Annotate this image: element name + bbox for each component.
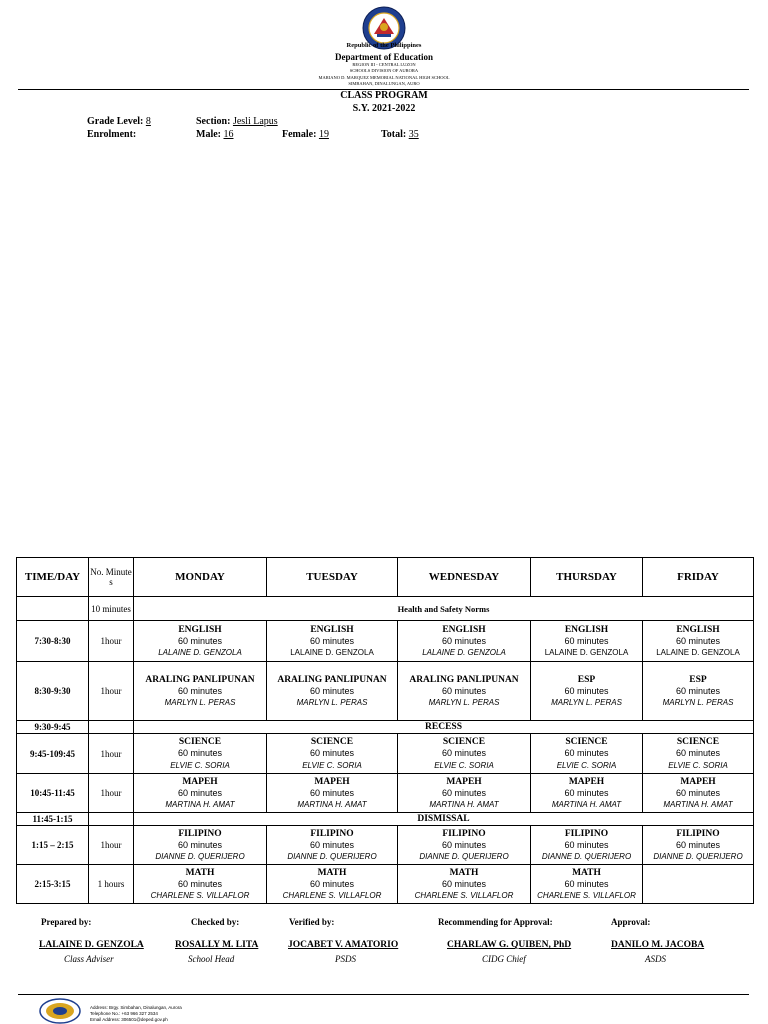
schedule-cell — [531, 865, 643, 904]
subject-minutes: 60 minutes — [177, 685, 223, 696]
dismissal-time: 11:45-1:15 — [17, 813, 89, 826]
subject-name: SCIENCE — [310, 737, 354, 748]
signature-label: Verified by: — [289, 917, 335, 927]
republic-line: Republic of the Philippines — [346, 42, 422, 49]
teacher-name: MARLYN L. PERAS — [296, 698, 368, 708]
schedule-cell — [134, 774, 267, 813]
subject-minutes: 60 minutes — [564, 878, 609, 889]
teacher-name: MARLYN L. PERAS — [662, 698, 734, 708]
male-label: Male: — [196, 129, 221, 140]
subject-minutes: 60 minutes — [564, 685, 609, 696]
row-time: 10:45-11:45 — [17, 774, 89, 813]
teacher-name: LALAINE D. GENZOLA — [158, 648, 242, 658]
schedule-row — [17, 826, 754, 865]
signature-name: JOCABET V. AMATORIO — [288, 940, 399, 950]
schedule-cell — [134, 662, 267, 721]
header-wednesday: WEDNESDAY — [398, 558, 531, 597]
teacher-name: MARTINA H. AMAT — [297, 800, 367, 810]
female-label: Female: — [282, 129, 317, 140]
recess-minutes — [89, 721, 134, 734]
teacher-name: CHARLENE S. VILLAFLOR — [414, 891, 514, 901]
footer-email: Email Address: 306501@deped.gov.ph — [90, 1017, 168, 1022]
schedule-cell — [267, 734, 398, 774]
subject-name: SCIENCE — [676, 737, 720, 748]
signature-label: Approval: — [611, 917, 651, 927]
subject-name: ENGLISH — [564, 624, 609, 635]
signature-role: ASDS — [645, 954, 666, 964]
subject-minutes: 60 minutes — [564, 787, 609, 798]
subject-minutes: 60 minutes — [177, 748, 223, 759]
header-friday: FRIDAY — [643, 558, 754, 597]
schedule-cell — [531, 774, 643, 813]
school-logo-icon — [38, 998, 82, 1024]
schedule-cell — [531, 734, 643, 774]
schedule-cell — [398, 662, 531, 721]
grade-level-label: Grade Level: — [87, 116, 144, 127]
dismissal-row — [17, 813, 754, 826]
school-line: MARIANO D. MARQUEZ MEMORIAL NATIONAL HIGH SCHOOL — [318, 75, 450, 80]
subject-minutes: 60 minutes — [675, 839, 721, 850]
total-value: 35 — [408, 129, 419, 140]
schedule-cell — [267, 865, 398, 904]
signature-label: Prepared by: — [41, 917, 92, 927]
teacher-name: ELVIE C. SORIA — [668, 760, 728, 770]
subject-name: MAPEH — [680, 776, 716, 787]
signature-name: LALAINE D. GENZOLA — [39, 940, 144, 950]
schedule-cell — [643, 662, 754, 721]
teacher-name: LALAINE D. GENZOLA — [656, 648, 740, 658]
schedule-cell — [531, 662, 643, 721]
subject-minutes: 60 minutes — [675, 635, 721, 646]
subject-name: SCIENCE — [178, 737, 222, 748]
teacher-name: LALAINE D. GENZOLA — [422, 648, 506, 658]
division-line: SCHOOLS DIVISION OF AURORA — [349, 68, 419, 73]
recess-time: 9:30-9:45 — [17, 721, 89, 734]
footer-telephone: Telephone No.: +63 966 327 2534 — [90, 1011, 158, 1016]
grade-level — [87, 116, 151, 127]
schedule-cell — [398, 734, 531, 774]
subject-name: ESP — [689, 674, 707, 685]
subject-name: FILIPINO — [310, 828, 354, 839]
subject-name: MAPEH — [568, 776, 605, 787]
subject-minutes: 60 minutes — [177, 839, 223, 850]
subject-name: ENGLISH — [310, 624, 354, 635]
dismissal-label: DISMISSAL — [134, 813, 754, 826]
subject-name: MAPEH — [314, 776, 350, 787]
row-duration: 1hour — [89, 734, 134, 774]
teacher-name: DIANNE D. QUERIJERO — [155, 852, 245, 862]
teacher-name: MARTINA H. AMAT — [663, 800, 733, 810]
section-label: Section: — [196, 116, 231, 127]
subject-minutes: 60 minutes — [177, 787, 223, 798]
female-value: 19 — [318, 129, 329, 140]
schedule-cell — [398, 826, 531, 865]
schedule-row — [17, 774, 754, 813]
schedule-cell — [643, 774, 754, 813]
teacher-name: DIANNE D. QUERIJERO — [541, 852, 632, 862]
subject-minutes: 60 minutes — [564, 748, 609, 759]
subject-minutes: 60 minutes — [675, 787, 721, 798]
subject-minutes: 60 minutes — [441, 839, 487, 850]
subject-name: MATH — [317, 867, 347, 878]
schedule-cell — [398, 774, 531, 813]
header-thursday: THURSDAY — [531, 558, 643, 597]
schedule-cell — [267, 621, 398, 662]
teacher-name: ELVIE C. SORIA — [302, 760, 362, 770]
teacher-name: MARLYN L. PERAS — [428, 698, 500, 708]
schedule-cell — [531, 826, 643, 865]
section-value: Jesli Lapus — [232, 116, 278, 127]
teacher-name: ELVIE C. SORIA — [434, 760, 494, 770]
subject-minutes: 60 minutes — [441, 787, 487, 798]
schedule-cell — [134, 621, 267, 662]
subject-minutes: 60 minutes — [309, 635, 355, 646]
signature-role: CIDG Chief — [482, 954, 526, 964]
header-time-day: TIME/DAY — [17, 558, 89, 597]
subject-minutes: 60 minutes — [441, 748, 487, 759]
subject-name: ENGLISH — [676, 624, 720, 635]
subject-name: ARALING PANLIPUNAN — [145, 674, 255, 685]
total-count — [381, 129, 419, 140]
table-header-row — [17, 558, 754, 597]
region-line: REGION III - CENTRAL LUZON — [352, 62, 416, 67]
schedule-cell — [643, 621, 754, 662]
teacher-name: MARTINA H. AMAT — [165, 800, 235, 810]
subject-name: MAPEH — [182, 776, 218, 787]
teacher-name: DIANNE D. QUERIJERO — [653, 852, 743, 862]
grade-level-value: 8 — [145, 116, 151, 127]
subject-minutes: 60 minutes — [441, 685, 487, 696]
subject-minutes: 60 minutes — [309, 878, 355, 889]
subject-minutes: 60 minutes — [309, 748, 355, 759]
teacher-name: CHARLENE S. VILLAFLOR — [537, 891, 636, 901]
schedule-cell — [643, 826, 754, 865]
row-duration: 1hour — [89, 662, 134, 721]
subject-minutes: 60 minutes — [675, 748, 721, 759]
schedule-cell — [267, 774, 398, 813]
header-tuesday: TUESDAY — [267, 558, 398, 597]
schedule-cell — [398, 865, 531, 904]
teacher-name: CHARLENE S. VILLAFLOR — [282, 891, 382, 901]
teacher-name: ELVIE C. SORIA — [170, 760, 230, 770]
subject-minutes: 60 minutes — [309, 787, 355, 798]
row-time: 9:45-109:45 — [17, 734, 89, 774]
enrolment-label: Enrolment: — [87, 129, 137, 140]
row-duration: 1hour — [89, 826, 134, 865]
teacher-name: MARTINA H. AMAT — [551, 800, 622, 810]
subject-name: ARALING PANLIPUNAN — [409, 674, 519, 685]
signature-role: Class Adviser — [64, 954, 114, 964]
footer-divider — [18, 994, 749, 995]
class-schedule-table — [16, 557, 754, 904]
schedule-cell — [134, 826, 267, 865]
subject-name: MATH — [572, 867, 601, 878]
address-line: SIMBAHAN, DINALUNGAN, AURO — [348, 81, 420, 86]
subject-minutes: 60 minutes — [441, 635, 487, 646]
health-row — [17, 597, 754, 621]
school-year: S.Y. 2021-2022 — [352, 103, 416, 114]
page-title: CLASS PROGRAM — [340, 90, 428, 101]
male-value: 16 — [223, 129, 234, 140]
signature-role: PSDS — [335, 954, 356, 964]
subject-name: MATH — [449, 867, 479, 878]
subject-name: FILIPINO — [442, 828, 486, 839]
teacher-name: MARLYN L. PERAS — [551, 698, 622, 708]
subject-name: ENGLISH — [442, 624, 486, 635]
teacher-name: LALAINE D. GENZOLA — [544, 648, 629, 658]
subject-name: SCIENCE — [442, 737, 486, 748]
teacher-name: MARLYN L. PERAS — [164, 698, 236, 708]
department-title: Department of Education — [335, 52, 433, 62]
schedule-cell — [398, 621, 531, 662]
subject-minutes: 60 minutes — [441, 878, 487, 889]
schedule-cell — [643, 734, 754, 774]
header-minutes: No. Minute s — [89, 558, 134, 597]
schedule-cell — [267, 662, 398, 721]
teacher-name: ELVIE C. SORIA — [556, 760, 617, 770]
schedule-row — [17, 621, 754, 662]
signature-name: CHARLAW G. QUIBEN, PhD — [447, 940, 572, 950]
teacher-name: DIANNE D. QUERIJERO — [287, 852, 377, 862]
teacher-name: MARTINA H. AMAT — [429, 800, 499, 810]
schedule-cell — [267, 826, 398, 865]
schedule-cell — [134, 865, 267, 904]
teacher-name: DIANNE D. QUERIJERO — [419, 852, 509, 862]
subject-minutes: 60 minutes — [309, 839, 355, 850]
subject-minutes: 60 minutes — [309, 685, 355, 696]
row-duration: 1hour — [89, 621, 134, 662]
subject-name: SCIENCE — [565, 737, 608, 748]
subject-minutes: 60 minutes — [177, 635, 223, 646]
recess-row — [17, 721, 754, 734]
schedule-row — [17, 734, 754, 774]
schedule-cell — [643, 865, 754, 904]
subject-name: MAPEH — [446, 776, 482, 787]
signature-label: Checked by: — [191, 917, 240, 927]
total-label: Total: — [381, 129, 407, 140]
male-count — [196, 129, 234, 140]
teacher-name: CHARLENE S. VILLAFLOR — [150, 891, 250, 901]
schedule-cell — [134, 734, 267, 774]
row-time: 7:30-8:30 — [17, 621, 89, 662]
schedule-row — [17, 865, 754, 904]
signature-role: School Head — [188, 954, 235, 964]
row-time: 2:15-3:15 — [17, 865, 89, 904]
subject-minutes: 60 minutes — [675, 685, 721, 696]
row-duration: 1hour — [89, 774, 134, 813]
health-time — [17, 597, 89, 621]
health-label: Health and Safety Norms — [134, 597, 754, 621]
health-minutes: 10 minutes — [89, 597, 134, 621]
teacher-name: LALAINE D. GENZOLA — [290, 648, 374, 658]
footer-address: Address: Brgy. Simbahan, Dinalungan, Aurora — [90, 1005, 182, 1010]
section — [196, 116, 278, 127]
row-time: 1:15 – 2:15 — [17, 826, 89, 865]
row-duration: 1 hours — [89, 865, 134, 904]
subject-name: FILIPINO — [178, 828, 222, 839]
female-count — [282, 129, 329, 140]
dismissal-minutes — [89, 813, 134, 826]
subject-name: FILIPINO — [676, 828, 720, 839]
subject-name: ESP — [577, 674, 596, 685]
subject-name: ARALING PANLIPUNAN — [277, 674, 387, 685]
subject-name: FILIPINO — [564, 828, 609, 839]
signature-label: Recommending for Approval: — [438, 917, 553, 927]
schedule-row — [17, 662, 754, 721]
recess-label: RECESS — [134, 721, 754, 734]
subject-minutes: 60 minutes — [177, 878, 223, 889]
row-time: 8:30-9:30 — [17, 662, 89, 721]
subject-minutes: 60 minutes — [564, 635, 609, 646]
subject-name: MATH — [185, 867, 215, 878]
subject-name: ENGLISH — [178, 624, 222, 635]
signature-name: DANILO M. JACOBA — [611, 940, 705, 950]
header-monday: MONDAY — [134, 558, 267, 597]
schedule-cell — [531, 621, 643, 662]
subject-minutes: 60 minutes — [564, 839, 609, 850]
signature-name: ROSALLY M. LITA — [175, 940, 259, 950]
